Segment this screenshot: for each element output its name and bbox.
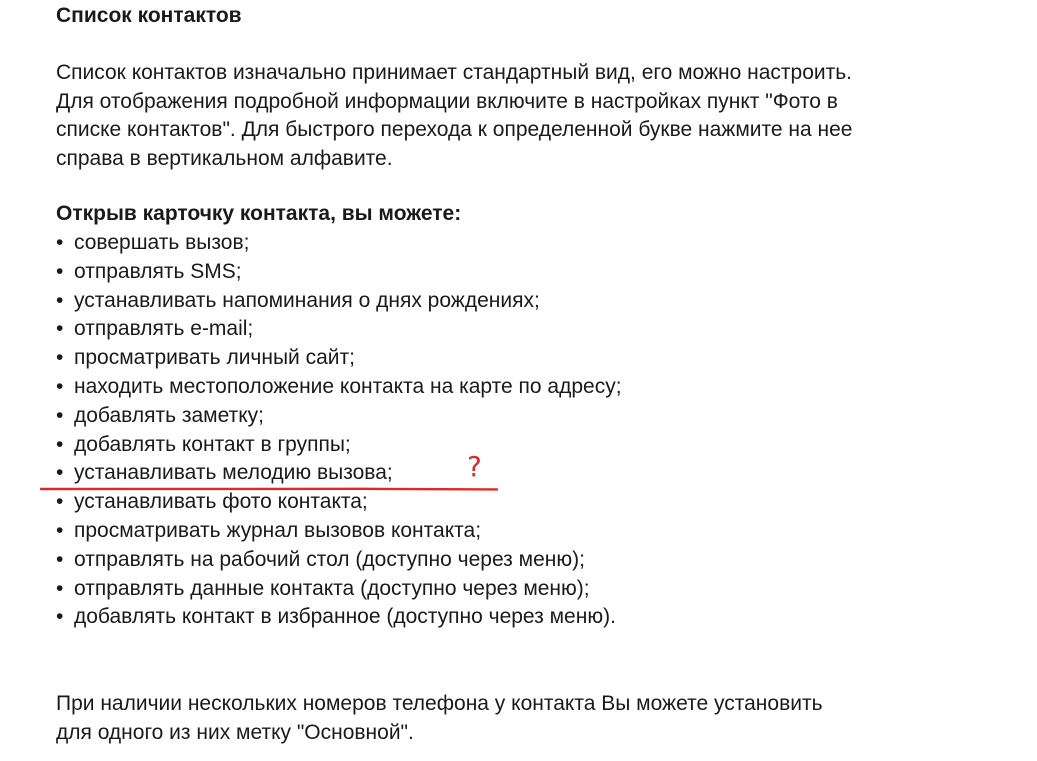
bullet-icon: •	[56, 231, 64, 254]
list-item	[56, 402, 622, 431]
list-item-text: просматривать журнал вызовов контакта;	[74, 518, 482, 542]
intro-line: списке контактов". Для быстрого перехода к определенной букве нажмите на нее	[56, 118, 853, 141]
red-underline-annotation	[40, 486, 498, 492]
bullet-icon: •	[56, 346, 64, 370]
list-item	[56, 344, 622, 373]
list-item	[56, 431, 622, 460]
card-actions-heading: Открыв карточку контакта, вы можете:	[56, 202, 462, 225]
list-item	[56, 315, 622, 344]
list-item-text: отправлять SMS;	[74, 259, 242, 283]
bullet-icon: •	[56, 403, 64, 427]
list-item-text: добавлять заметку;	[74, 403, 264, 427]
list-item	[56, 546, 622, 575]
list-item-text: добавлять контакт в группы;	[74, 432, 351, 456]
page-title: Список контактов	[56, 4, 242, 27]
list-item	[56, 373, 622, 402]
list-item	[56, 488, 622, 517]
bullet-icon: •	[56, 490, 64, 514]
bullet-icon: •	[56, 432, 64, 456]
intro-line: справа в вертикальном алфавите.	[56, 146, 393, 170]
bullet-icon: •	[56, 374, 64, 398]
intro-line: Для отображения подробной информации включите в настройках пункт "Фото в	[56, 89, 838, 113]
bullet-icon: •	[56, 288, 64, 312]
list-item	[56, 287, 622, 316]
bullet-icon: •	[56, 576, 64, 600]
bullet-icon: •	[56, 547, 64, 571]
bullet-icon: •	[56, 317, 64, 341]
list-item-text: отправлять данные контакта (доступно через меню);	[74, 576, 590, 600]
list-item-text: отправлять e-mail;	[74, 317, 254, 341]
list-item-text: устанавливать напоминания о днях рождениях;	[74, 288, 540, 312]
list-item	[56, 575, 622, 604]
list-item	[56, 517, 622, 546]
intro-line: Список контактов изначально принимает стандартный вид, его можно настроить.	[56, 61, 853, 84]
list-item-text: отправлять на рабочий стол (доступно через меню);	[74, 547, 585, 571]
bullet-icon: •	[56, 605, 64, 629]
intro-paragraph	[56, 59, 852, 173]
list-item-text: устанавливать фото контакта;	[74, 490, 368, 514]
card-actions-list	[56, 229, 622, 632]
list-item-text: устанавливать мелодию вызова;	[74, 461, 393, 485]
bullet-icon: •	[56, 518, 64, 542]
footer-line: для одного из них метку "Основной".	[56, 720, 414, 744]
question-mark-annotation: ?	[467, 450, 482, 483]
list-item-text: просматривать личный сайт;	[74, 346, 355, 370]
list-item-text: совершать вызов;	[74, 231, 250, 254]
list-item	[56, 229, 622, 258]
list-item-text: добавлять контакт в избранное (доступно через меню).	[74, 605, 616, 629]
footer-paragraph	[56, 690, 823, 747]
list-item	[56, 603, 622, 632]
list-item-highlighted	[56, 459, 622, 488]
bullet-icon: •	[56, 461, 64, 485]
bullet-icon: •	[56, 259, 64, 283]
list-item-text: находить местоположение контакта на карте по адресу;	[74, 374, 622, 398]
list-item	[56, 258, 622, 287]
footer-line: При наличии нескольких номеров телефона у контакта Вы можете установить	[56, 692, 823, 715]
